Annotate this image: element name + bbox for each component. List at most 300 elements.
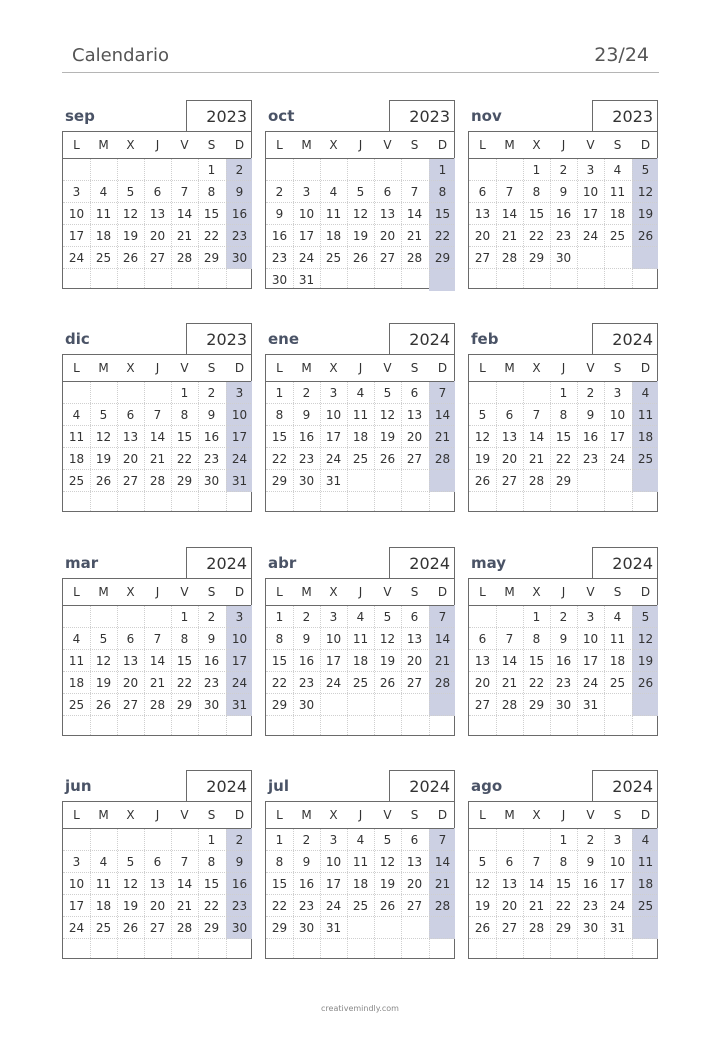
day-cell: 10: [582, 185, 599, 199]
day-cell: 9: [586, 408, 595, 422]
weekday-label: X: [126, 808, 135, 822]
day-cell: 13: [474, 207, 491, 221]
month-header: [468, 323, 658, 353]
day-cell: 18: [637, 877, 654, 891]
day-cell: 30: [203, 698, 220, 712]
day-cell: 18: [352, 430, 369, 444]
day-cell: 1: [275, 386, 284, 400]
day-cell: 6: [383, 185, 392, 199]
day-cell: 13: [406, 632, 423, 646]
day-cell: 26: [352, 251, 369, 265]
day-cell: 6: [478, 185, 487, 199]
day-cell: 26: [95, 698, 112, 712]
day-cell: 6: [153, 855, 162, 869]
month-grid: [468, 578, 658, 736]
day-cell: 11: [325, 207, 342, 221]
day-cell: 12: [379, 632, 396, 646]
day-cell: 7: [438, 386, 447, 400]
day-cell: 15: [176, 654, 193, 668]
day-cell: 17: [325, 430, 342, 444]
weekday-label: M: [504, 808, 515, 822]
day-cell: 15: [528, 654, 545, 668]
day-cell: 27: [501, 474, 518, 488]
month-year: 2023: [592, 100, 658, 132]
day-cell: 21: [149, 452, 166, 466]
day-cell: 1: [559, 833, 568, 847]
day-cell: 24: [298, 251, 315, 265]
day-cell: 10: [582, 632, 599, 646]
day-cell: 25: [95, 921, 112, 935]
month-header: [265, 323, 455, 353]
day-cell: 3: [586, 163, 595, 177]
day-cell: 6: [478, 632, 487, 646]
month-name: ene: [268, 330, 300, 348]
month-calendar: [468, 323, 658, 512]
day-cell: 10: [298, 207, 315, 221]
day-cell: 9: [235, 185, 244, 199]
weekday-label: D: [234, 808, 245, 822]
day-cell: 26: [95, 474, 112, 488]
month-header: [468, 100, 658, 130]
weekday-label: M: [98, 585, 109, 599]
day-cell: 10: [231, 408, 248, 422]
day-cell: 9: [559, 632, 568, 646]
day-cell: 13: [501, 877, 518, 891]
day-cell: 7: [532, 855, 541, 869]
day-cell: 4: [99, 855, 108, 869]
day-cell: 8: [559, 855, 568, 869]
weekday-label: J: [561, 138, 566, 152]
day-cell: 4: [72, 408, 81, 422]
day-cell: 16: [231, 877, 248, 891]
day-cell: 5: [383, 386, 392, 400]
day-cell: 12: [95, 654, 112, 668]
day-cell: 22: [271, 899, 288, 913]
day-cell: 17: [609, 430, 626, 444]
day-cell: 12: [637, 185, 654, 199]
day-cell: 13: [149, 877, 166, 891]
day-cell: 19: [474, 899, 491, 913]
day-cell: 29: [528, 251, 545, 265]
day-cell: 25: [68, 474, 85, 488]
day-cell: 20: [149, 229, 166, 243]
weekday-label: X: [532, 361, 541, 375]
day-cell: 8: [207, 185, 216, 199]
month-grid: [265, 354, 455, 512]
month-header: [265, 547, 455, 577]
day-cell: 1: [207, 163, 216, 177]
month-calendar: [468, 100, 658, 289]
month-calendar: [62, 770, 252, 959]
day-cell: 29: [203, 921, 220, 935]
weekday-label: S: [613, 361, 622, 375]
month-header: [265, 100, 455, 130]
day-cell: 3: [329, 833, 338, 847]
day-cell: 21: [434, 430, 451, 444]
day-cell: 31: [325, 921, 342, 935]
weekday-label: M: [98, 808, 109, 822]
day-cell: 18: [609, 207, 626, 221]
weekday-label: V: [586, 138, 595, 152]
day-cell: 24: [582, 229, 599, 243]
day-cell: 10: [325, 855, 342, 869]
day-cell: 14: [149, 654, 166, 668]
day-cell: 23: [555, 229, 572, 243]
weekday-label: D: [640, 585, 651, 599]
day-cell: 6: [410, 610, 419, 624]
day-cell: 13: [122, 430, 139, 444]
day-cell: 22: [434, 229, 451, 243]
day-cell: 26: [122, 921, 139, 935]
day-cell: 30: [271, 273, 288, 287]
day-cell: 14: [528, 430, 545, 444]
day-cell: 6: [126, 632, 135, 646]
day-cell: 26: [637, 229, 654, 243]
day-cell: 12: [474, 430, 491, 444]
day-cell: 29: [176, 698, 193, 712]
day-cell: 6: [126, 408, 135, 422]
weekday-label: X: [532, 138, 541, 152]
day-cell: 25: [352, 899, 369, 913]
day-cell: 29: [271, 474, 288, 488]
day-cell: 12: [95, 430, 112, 444]
day-cell: 13: [122, 654, 139, 668]
day-cell: 2: [586, 833, 595, 847]
month-year: 2023: [389, 100, 455, 132]
day-cell: 19: [95, 452, 112, 466]
day-cell: 18: [325, 229, 342, 243]
day-cell: 4: [329, 185, 338, 199]
day-cell: 28: [149, 698, 166, 712]
day-cell: 19: [474, 452, 491, 466]
day-cell: 2: [207, 386, 216, 400]
day-cell: 3: [235, 610, 244, 624]
day-cell: 17: [609, 877, 626, 891]
day-cell: 5: [478, 855, 487, 869]
day-cell: 12: [474, 877, 491, 891]
month-year: 2024: [592, 323, 658, 355]
day-cell: 21: [501, 229, 518, 243]
day-cell: 4: [641, 833, 650, 847]
month-year: 2024: [592, 547, 658, 579]
day-cell: 7: [180, 185, 189, 199]
weekday-label: L: [479, 808, 486, 822]
day-cell: 30: [298, 698, 315, 712]
day-cell: 24: [68, 921, 85, 935]
day-cell: 29: [434, 251, 451, 265]
day-cell: 21: [528, 899, 545, 913]
day-cell: 30: [298, 921, 315, 935]
month-name: abr: [268, 554, 297, 572]
day-cell: 17: [582, 207, 599, 221]
day-cell: 21: [528, 452, 545, 466]
day-cell: 1: [207, 833, 216, 847]
day-cell: 7: [180, 855, 189, 869]
day-cell: 27: [122, 698, 139, 712]
month-grid: [62, 578, 252, 736]
weekday-label: J: [155, 138, 160, 152]
day-cell: 19: [122, 899, 139, 913]
day-cell: 14: [176, 877, 193, 891]
day-cell: 13: [474, 654, 491, 668]
weekday-label: X: [126, 585, 135, 599]
weekday-label: L: [479, 585, 486, 599]
day-cell: 5: [99, 408, 108, 422]
day-cell: 16: [298, 430, 315, 444]
day-cell: 4: [641, 386, 650, 400]
weekday-label: L: [73, 808, 80, 822]
month-grid: [468, 131, 658, 289]
weekday-label: M: [98, 361, 109, 375]
day-cell: 3: [329, 386, 338, 400]
day-cell: 22: [176, 676, 193, 690]
day-cell: 28: [434, 452, 451, 466]
day-cell: 27: [406, 676, 423, 690]
month-calendar: [62, 100, 252, 289]
day-cell: 26: [474, 921, 491, 935]
day-cell: 10: [68, 877, 85, 891]
day-cell: 4: [72, 632, 81, 646]
month-header: [62, 100, 252, 130]
page-header: [62, 44, 659, 73]
month-grid: [62, 354, 252, 512]
day-cell: 11: [352, 632, 369, 646]
day-cell: 29: [555, 474, 572, 488]
weekday-divider: [266, 158, 454, 159]
day-cell: 28: [501, 698, 518, 712]
day-cell: 2: [559, 163, 568, 177]
weekday-label: D: [234, 361, 245, 375]
day-cell: 25: [325, 251, 342, 265]
day-cell: 31: [231, 698, 248, 712]
day-cell: 16: [582, 430, 599, 444]
day-cell: 22: [555, 899, 572, 913]
day-cell: 26: [637, 676, 654, 690]
month-grid: [265, 578, 455, 736]
month-name: mar: [65, 554, 99, 572]
day-cell: 5: [356, 185, 365, 199]
month-header: [265, 770, 455, 800]
weekday-label: L: [73, 585, 80, 599]
day-cell: 2: [235, 163, 244, 177]
weekday-label: S: [207, 138, 216, 152]
weekday-label: V: [383, 808, 392, 822]
weekday-label: S: [207, 808, 216, 822]
day-cell: 11: [637, 408, 654, 422]
day-cell: 28: [528, 921, 545, 935]
day-cell: 10: [325, 408, 342, 422]
day-cell: 12: [122, 877, 139, 891]
day-cell: 5: [641, 163, 650, 177]
day-cell: 28: [149, 474, 166, 488]
day-cell: 2: [207, 610, 216, 624]
day-cell: 29: [271, 698, 288, 712]
day-cell: 26: [379, 676, 396, 690]
day-cell: 15: [176, 430, 193, 444]
weekday-label: M: [301, 361, 312, 375]
weekday-label: J: [358, 138, 363, 152]
day-cell: 30: [231, 251, 248, 265]
day-cell: 19: [637, 654, 654, 668]
weekday-label: D: [437, 585, 448, 599]
weekday-label: X: [126, 361, 135, 375]
day-cell: 28: [406, 251, 423, 265]
weekday-label: S: [207, 361, 216, 375]
weekday-label: S: [613, 585, 622, 599]
day-cell: 7: [438, 833, 447, 847]
day-cell: 17: [68, 229, 85, 243]
weekday-label: J: [155, 585, 160, 599]
day-cell: 5: [383, 610, 392, 624]
day-cell: 7: [438, 610, 447, 624]
day-cell: 28: [528, 474, 545, 488]
day-cell: 10: [231, 632, 248, 646]
day-cell: 5: [126, 185, 135, 199]
day-cell: 22: [203, 899, 220, 913]
day-cell: 23: [555, 676, 572, 690]
day-cell: 11: [68, 430, 85, 444]
day-cell: 29: [203, 251, 220, 265]
day-cell: 3: [72, 855, 81, 869]
day-cell: 11: [352, 408, 369, 422]
day-cell: 21: [176, 229, 193, 243]
day-cell: 10: [609, 408, 626, 422]
day-cell: 11: [637, 855, 654, 869]
day-cell: 17: [325, 654, 342, 668]
day-cell: 9: [302, 408, 311, 422]
day-cell: 13: [149, 207, 166, 221]
day-cell: 3: [302, 185, 311, 199]
day-cell: 28: [176, 251, 193, 265]
day-cell: 1: [532, 163, 541, 177]
day-cell: 1: [532, 610, 541, 624]
month-year: 2024: [389, 547, 455, 579]
day-cell: 3: [613, 386, 622, 400]
month-grid: [468, 801, 658, 959]
day-cell: 11: [68, 654, 85, 668]
weekday-label: L: [73, 361, 80, 375]
day-cell: 8: [275, 855, 284, 869]
weekday-label: J: [155, 361, 160, 375]
day-cell: 4: [356, 833, 365, 847]
weekday-label: M: [504, 138, 515, 152]
day-cell: 8: [207, 855, 216, 869]
month-grid: [62, 801, 252, 959]
day-cell: 29: [176, 474, 193, 488]
day-cell: 16: [555, 654, 572, 668]
weekday-label: D: [640, 808, 651, 822]
day-cell: 26: [379, 452, 396, 466]
weekday-label: V: [586, 808, 595, 822]
day-cell: 15: [434, 207, 451, 221]
day-cell: 24: [68, 251, 85, 265]
day-cell: 21: [434, 654, 451, 668]
weekday-label: D: [234, 585, 245, 599]
day-cell: 16: [298, 877, 315, 891]
day-cell: 6: [410, 833, 419, 847]
day-cell: 15: [271, 654, 288, 668]
day-cell: 26: [122, 251, 139, 265]
month-grid: [265, 131, 455, 289]
weekday-label: D: [437, 808, 448, 822]
weekday-label: J: [561, 361, 566, 375]
month-header: [468, 547, 658, 577]
day-cell: 14: [406, 207, 423, 221]
day-cell: 29: [555, 921, 572, 935]
day-cell: 22: [203, 229, 220, 243]
day-cell: 16: [231, 207, 248, 221]
day-cell: 20: [122, 452, 139, 466]
day-cell: 1: [275, 833, 284, 847]
day-cell: 15: [271, 430, 288, 444]
month-name: dic: [65, 330, 90, 348]
day-cell: 9: [302, 632, 311, 646]
weekday-label: S: [410, 808, 419, 822]
month-year: 2024: [186, 547, 252, 579]
day-cell: 21: [501, 676, 518, 690]
day-cell: 8: [532, 632, 541, 646]
month-header: [62, 770, 252, 800]
day-cell: 17: [582, 654, 599, 668]
weekday-label: M: [301, 138, 312, 152]
weekday-label: D: [437, 361, 448, 375]
day-cell: 19: [379, 654, 396, 668]
day-cell: 9: [559, 185, 568, 199]
day-cell: 18: [68, 452, 85, 466]
day-cell: 22: [528, 676, 545, 690]
weekday-label: V: [180, 138, 189, 152]
day-cell: 1: [180, 386, 189, 400]
day-cell: 11: [352, 855, 369, 869]
weekday-label: L: [73, 138, 80, 152]
day-cell: 8: [559, 408, 568, 422]
day-cell: 12: [637, 632, 654, 646]
weekday-label: J: [358, 585, 363, 599]
day-cell: 20: [406, 430, 423, 444]
day-cell: 2: [235, 833, 244, 847]
day-cell: 23: [582, 452, 599, 466]
day-cell: 27: [406, 452, 423, 466]
weekday-label: X: [329, 361, 338, 375]
weekday-label: S: [613, 138, 622, 152]
day-cell: 28: [501, 251, 518, 265]
day-cell: 15: [555, 877, 572, 891]
day-cell: 9: [586, 855, 595, 869]
day-cell: 18: [352, 654, 369, 668]
month-header: [62, 547, 252, 577]
day-cell: 7: [532, 408, 541, 422]
day-cell: 30: [555, 698, 572, 712]
day-cell: 30: [231, 921, 248, 935]
day-cell: 27: [501, 921, 518, 935]
day-cell: 15: [271, 877, 288, 891]
day-cell: 2: [275, 185, 284, 199]
day-cell: 16: [203, 430, 220, 444]
day-cell: 13: [406, 855, 423, 869]
day-cell: 20: [474, 676, 491, 690]
weekday-label: L: [276, 361, 283, 375]
weekday-label: J: [155, 808, 160, 822]
day-cell: 24: [582, 676, 599, 690]
weekday-label: M: [98, 138, 109, 152]
day-cell: 20: [122, 676, 139, 690]
day-cell: 8: [532, 185, 541, 199]
month-name: nov: [471, 107, 502, 125]
day-cell: 21: [406, 229, 423, 243]
day-cell: 27: [406, 899, 423, 913]
day-cell: 27: [474, 251, 491, 265]
day-cell: 9: [302, 855, 311, 869]
